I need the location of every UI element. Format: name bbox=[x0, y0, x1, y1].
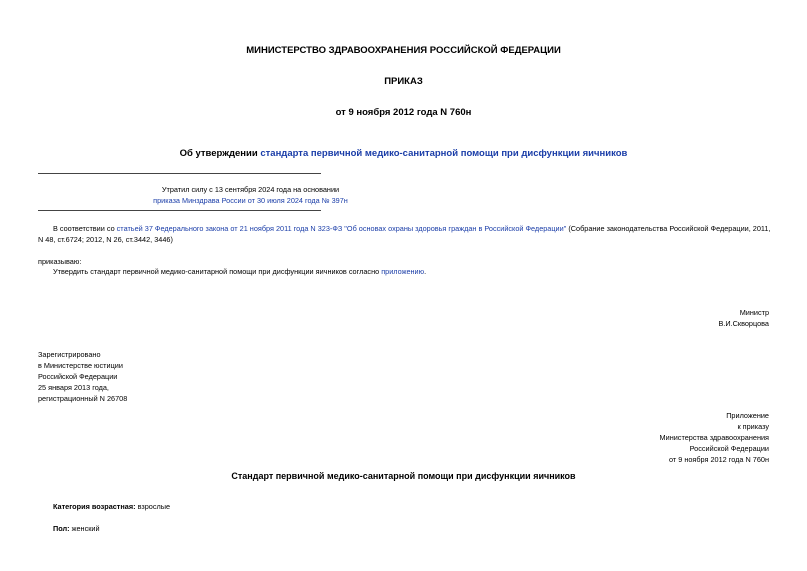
registration-line: Зарегистрировано bbox=[38, 350, 101, 359]
divider-bottom bbox=[38, 210, 321, 211]
doc-type: ПРИКАЗ bbox=[384, 76, 423, 87]
standard-title: Стандарт первичной медико-санитарной помощи при дисфункции яичников bbox=[231, 471, 576, 481]
preamble-suffix: (Собрание законодательства Российской Федерации, 2011, bbox=[566, 224, 771, 233]
divider-top bbox=[38, 173, 321, 174]
order-text bbox=[53, 266, 426, 277]
preamble-prefix: В соответствии со bbox=[53, 224, 117, 233]
registration-line: в Министерстве юстиции bbox=[38, 361, 123, 370]
appendix-line: к приказу bbox=[737, 422, 769, 431]
order-text-suffix: . bbox=[424, 267, 427, 276]
status-note bbox=[38, 184, 463, 206]
age-value: взрослые bbox=[135, 502, 171, 511]
registration-line: 25 января 2013 года, bbox=[38, 383, 109, 392]
appendix-line: от 9 ноября 2012 года N 760н bbox=[668, 455, 769, 464]
page-title bbox=[0, 148, 807, 159]
signature-name: В.И.Скворцова bbox=[718, 319, 769, 328]
order-text-prefix: Утвердить стандарт первичной медико-санитарной помощи при дисфункции яичников согласно bbox=[53, 267, 382, 276]
sex-value: женский bbox=[69, 524, 100, 533]
sex-category bbox=[53, 523, 100, 534]
preamble-link[interactable]: статьей 37 Федерального закона от 21 ноября 2011 года N 323-ФЗ "Об основах охраны здоровья граждан в Российской Федерации" bbox=[116, 224, 567, 233]
ministry-heading: МИНИСТЕРСТВО ЗДРАВООХРАНЕНИЯ РОССИЙСКОЙ ФЕДЕРАЦИИ bbox=[246, 45, 561, 56]
sex-label: Пол: bbox=[53, 524, 70, 533]
appendix-block bbox=[660, 410, 769, 465]
status-note-line: Утратил силу с 13 сентября 2024 года на основании bbox=[161, 185, 340, 194]
age-label: Категория возрастная: bbox=[53, 502, 136, 511]
registration-line: регистрационный N 26708 bbox=[38, 394, 128, 403]
registration-line: Российской Федерации bbox=[38, 372, 118, 381]
title-link[interactable]: стандарта первичной медико-санитарной помощи при дисфункции яичников bbox=[260, 148, 628, 159]
appendix-line: Приложение bbox=[726, 411, 769, 420]
doc-date: от 9 ноября 2012 года N 760н bbox=[335, 107, 472, 118]
order-word: приказываю: bbox=[38, 257, 82, 266]
signature-position: Министр bbox=[739, 308, 769, 317]
appendix-line: Российской Федерации bbox=[689, 444, 769, 453]
preamble-line2: N 48, ст.6724; 2012, N 26, ст.3442, 3446) bbox=[38, 235, 173, 244]
signature bbox=[718, 307, 769, 329]
appendix-link[interactable]: приложению bbox=[381, 267, 425, 276]
preamble bbox=[38, 223, 773, 245]
status-note-link[interactable]: приказа Минздрава России от 30 июля 2024 года № 397н bbox=[153, 196, 348, 205]
age-category bbox=[53, 501, 170, 512]
registration-block bbox=[38, 349, 127, 404]
appendix-line: Министерства здравоохранения bbox=[659, 433, 769, 442]
title-prefix: Об утверждении bbox=[179, 148, 261, 159]
